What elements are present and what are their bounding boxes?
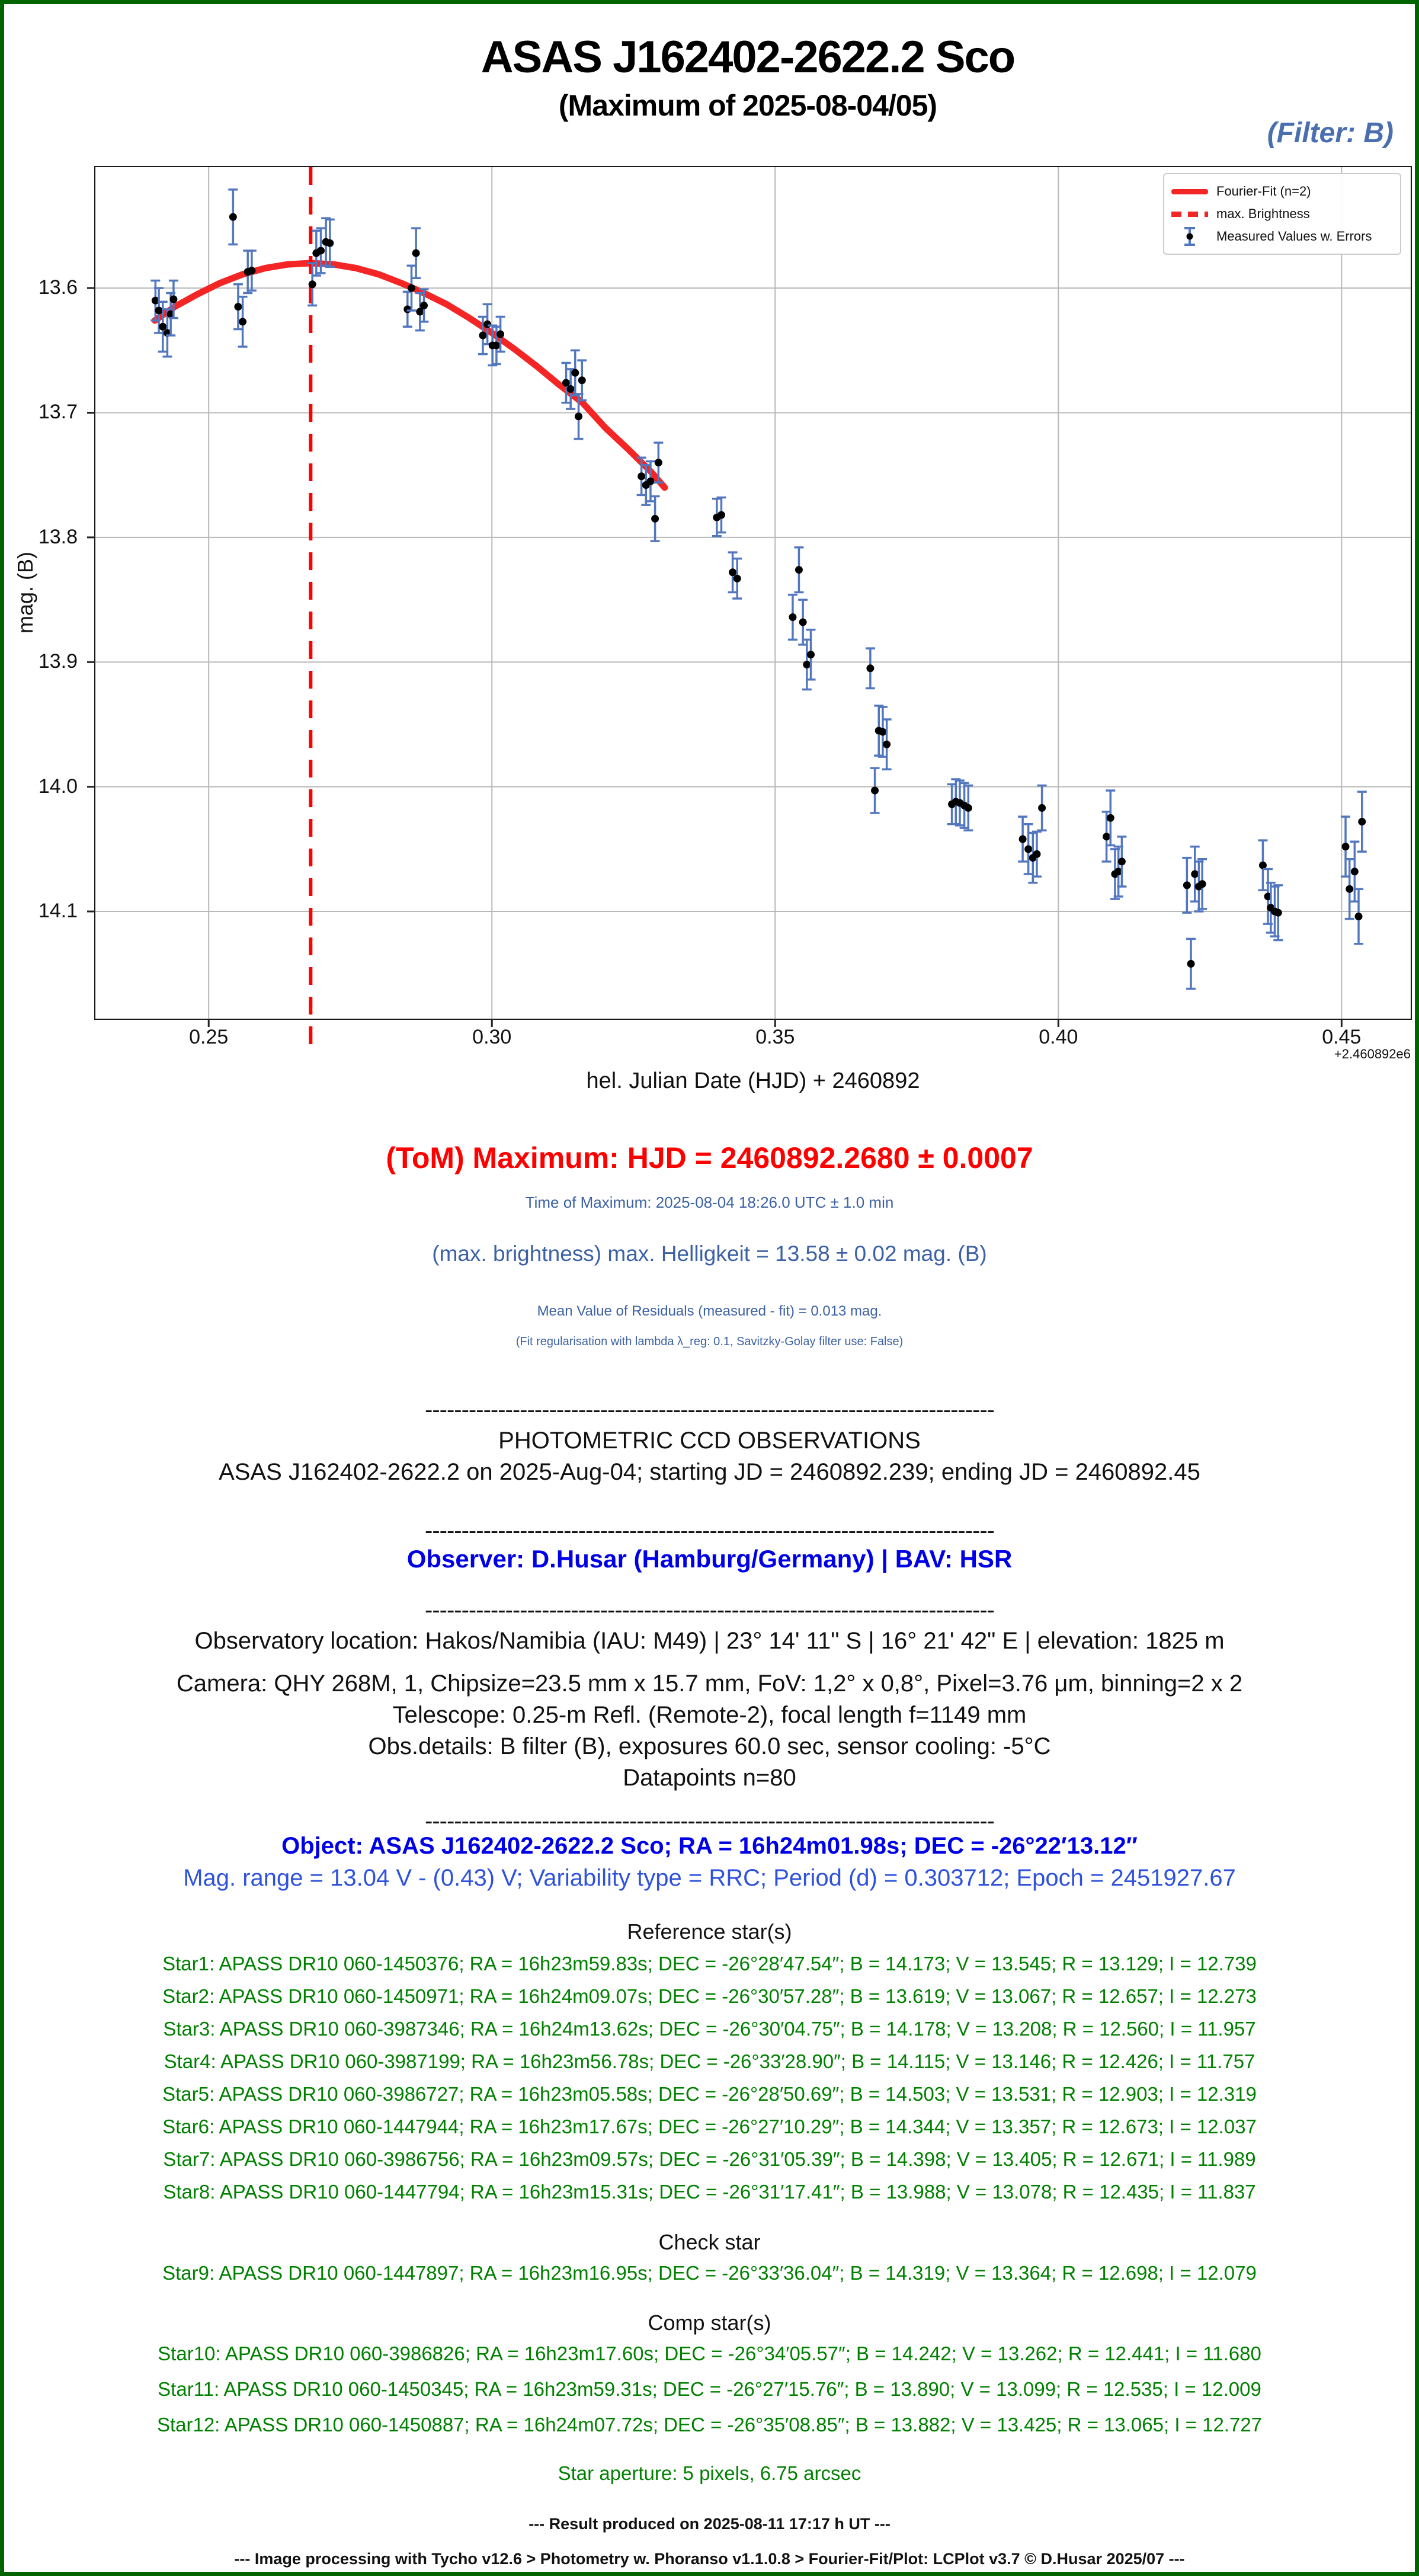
reference-star-line: Star6: APASS DR10 060-1447944; RA = 16h23m17.67s; DEC = -26°27′10.29″; B = 14.344; V = 13.357; R = 12.673; I = 12.037	[162, 2116, 1257, 2137]
y-tick-label: 13.7	[38, 401, 78, 424]
reference-star-line: Star2: APASS DR10 060-1450971; RA = 16h24m09.07s; DEC = -26°30′57.28″; B = 13.619; V = 13.067; R = 12.657; I = 12.273	[162, 1985, 1257, 2007]
comp-star-line: Star10: APASS DR10 060-3986826; RA = 16h23m17.60s; DEC = -26°34′05.57″; B = 14.242; V = 13.262; R = 12.441; I = 11.680	[158, 2343, 1261, 2364]
object-line: Object: ASAS J162402-2622.2 Sco; RA = 16h24m01.98s; DEC = -26°22′13.12″	[281, 1833, 1138, 1859]
separator: ------------------------------------------------------------------------------	[425, 1518, 994, 1544]
reference-star-line: Star3: APASS DR10 060-3987346; RA = 16h24m13.62s; DEC = -26°30′04.75″; B = 14.178; V = 13.208; R = 12.560; I = 11.957	[163, 2018, 1256, 2040]
legend-label: Fourier-Fit (n=2)	[1216, 184, 1311, 199]
reference-star-line: Star7: APASS DR10 060-3986756; RA = 16h23m09.57s; DEC = -26°31′05.39″; B = 14.398; V = 13.405; R = 12.671; I = 11.989	[163, 2148, 1256, 2170]
legend-label: max. Brightness	[1216, 206, 1310, 221]
errorbar-icon	[1171, 226, 1208, 247]
y-tick-label: 14.0	[38, 775, 78, 798]
filter-note: (Filter: B)	[1267, 117, 1394, 149]
section-header: PHOTOMETRIC CCD OBSERVATIONS	[498, 1428, 921, 1454]
obs-details-line: Obs.details: B filter (B), exposures 60.0 sec, sensor cooling: -5°C	[368, 1733, 1051, 1759]
x-tick-label: 0.45	[1322, 1026, 1362, 1048]
page-title: ASAS J162402-2622.2 Sco	[481, 32, 1015, 82]
check-star-line: Star9: APASS DR10 060-1447897; RA = 16h23m16.95s; DEC = -26°33′36.04″; B = 14.319; V = 13.364; R = 12.698; I = 12.079	[162, 2262, 1257, 2284]
tom-time-line: Time of Maximum: 2025-08-04 18:26.0 UTC ± 1.0 min	[525, 1193, 894, 1211]
fit-line-icon	[1171, 181, 1208, 201]
dashed-line-icon	[1171, 204, 1208, 224]
comp-star-line: Star12: APASS DR10 060-1450887; RA = 16h24m07.72s; DEC = -26°35′08.85″; B = 13.882; V = 13.425; R = 13.065; I = 12.727	[156, 2414, 1263, 2436]
tom-result-line: (ToM) Maximum: HJD = 2460892.2680 ± 0.0007	[386, 1141, 1033, 1175]
aperture-line: Star aperture: 5 pixels, 6.75 arcsec	[558, 2462, 861, 2484]
x-axis-label: hel. Julian Date (HJD) + 2460892	[586, 1068, 920, 1093]
observer-line: Observer: D.Husar (Hamburg/Germany) | BAV: HSR	[406, 1545, 1013, 1573]
separator: ------------------------------------------------------------------------------	[425, 1808, 994, 1834]
legend-label: Measured Values w. Errors	[1216, 229, 1372, 244]
legend-row-fit	[1171, 180, 1392, 203]
y-tick-label: 13.8	[38, 525, 78, 548]
reference-star-line: Star8: APASS DR10 060-1447794; RA = 16h23m15.31s; DEC = -26°31′17.41″; B = 13.988; V = 13.078; R = 12.435; I = 11.837	[163, 2181, 1256, 2203]
y-tick-label: 14.1	[38, 900, 78, 923]
separator: ------------------------------------------------------------------------------	[425, 1597, 994, 1623]
check-star-header: Check star	[658, 2230, 761, 2254]
separator: ------------------------------------------------------------------------------	[425, 1397, 994, 1423]
reference-star-line: Star1: APASS DR10 060-1450376; RA = 16h23m59.83s; DEC = -26°28′47.54″; B = 14.173; V = 13.545; R = 13.129; I = 12.739	[162, 1953, 1257, 1975]
y-tick-label: 13.9	[38, 650, 78, 673]
plot-legend	[1163, 173, 1401, 255]
x-tick-label: 0.25	[189, 1026, 229, 1048]
x-axis-offset-note: +2.460892e6	[1334, 1047, 1411, 1061]
max-brightness-line: (max. brightness) max. Helligkeit = 13.58 ± 0.02 mag. (B)	[432, 1241, 987, 1266]
reference-star-line: Star4: APASS DR10 060-3987199; RA = 16h23m56.78s; DEC = -26°33′28.90″; B = 14.115; V = 13.146; R = 12.426; I = 11.757	[164, 2050, 1255, 2072]
session-line: ASAS J162402-2622.2 on 2025-Aug-04; starting JD = 2460892.239; ending JD = 2460892.45	[219, 1459, 1200, 1485]
plot-area	[13, 166, 1412, 1093]
observatory-line: Observatory location: Hakos/Namibia (IAU: M49) | 23° 14' 11" S | 16° 21' 42" E | elevation: 1825 m	[194, 1628, 1225, 1654]
lightcurve-svg	[95, 167, 1411, 1019]
reference-star-line: Star5: APASS DR10 060-3986727; RA = 16h23m05.58s; DEC = -26°28′50.69″; B = 14.503; V = 13.531; R = 12.903; I = 12.319	[162, 2083, 1257, 2105]
reference-stars-header: Reference star(s)	[627, 1919, 792, 1944]
legend-row-max	[1171, 203, 1392, 225]
legend-row-measured	[1171, 225, 1392, 248]
comp-star-line: Star11: APASS DR10 060-1450345; RA = 16h23m59.31s; DEC = -26°27′15.76″; B = 13.890; V = 13.099; R = 12.535; I = 12.009	[158, 2378, 1261, 2400]
x-tick-label: 0.30	[472, 1026, 512, 1048]
telescope-line: Telescope: 0.25-m Refl. (Remote-2), focal length f=1149 mm	[392, 1702, 1027, 1728]
fit-regularisation-line: (Fit regularisation with lambda λ_reg: 0.1, Savitzky-Golay filter use: False)	[515, 1335, 904, 1348]
page-subtitle: (Maximum of 2025-08-04/05)	[558, 89, 937, 122]
x-tick-label: 0.35	[755, 1026, 795, 1048]
residuals-line: Mean Value of Residuals (measured - fit) = 0.013 mag.	[537, 1303, 882, 1319]
y-axis-label: mag. (B)	[13, 551, 37, 634]
x-tick-label: 0.40	[1039, 1026, 1078, 1048]
mag-range-line: Mag. range = 13.04 V - (0.43) V; Variability type = RRC; Period (d) = 0.303712; Epoch = 2451927.67	[183, 1865, 1236, 1891]
datapoints-line: Datapoints n=80	[623, 1765, 796, 1791]
camera-line: Camera: QHY 268M, 1, Chipsize=23.5 mm x 15.7 mm, FoV: 1,2° x 0,8°, Pixel=3.76 μm, binning=2 x 2	[176, 1671, 1243, 1697]
processing-credits-line: --- Image processing with Tycho v12.6 > Photometry w. Phoranso v1.1.0.8 > Fourier-Fit/Plot: LCPlot v3.7 © D.Husar 2025/07 ---	[234, 2550, 1185, 2568]
result-produced-line: --- Result produced on 2025-08-11 17:17 h UT ---	[528, 2515, 891, 2533]
comp-stars-header: Comp star(s)	[648, 2311, 771, 2335]
y-tick-label: 13.6	[38, 276, 78, 299]
